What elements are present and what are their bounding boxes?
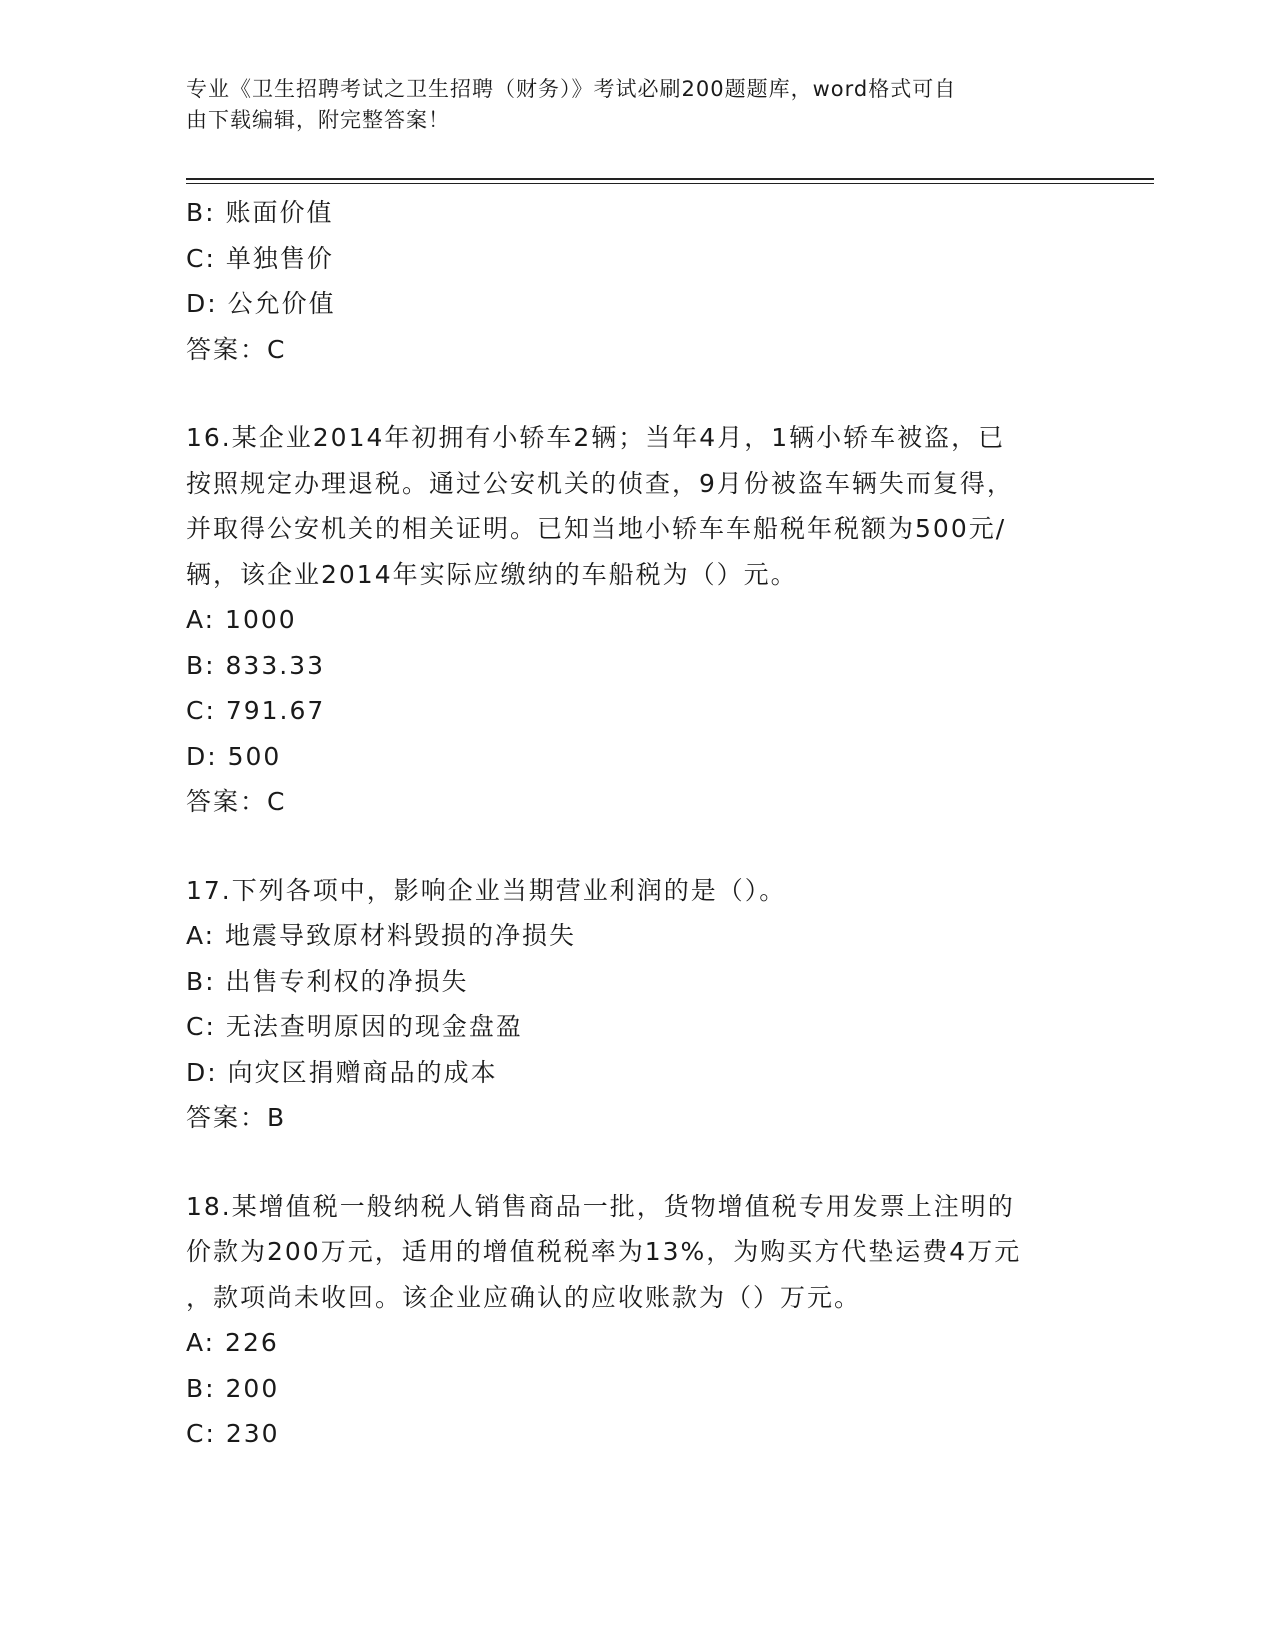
question-text-line: 17.下列各项中，影响企业当期营业利润的是（）。 xyxy=(186,875,787,905)
question-text-line: 16.某企业2014年初拥有小轿车2辆；当年4月，1辆小轿车被盗，已 xyxy=(186,423,1006,452)
header-line-2: 由下载编辑，附完整答案！ xyxy=(186,108,450,132)
option-b: B: 833.33 xyxy=(186,650,325,680)
question-text-line: ，款项尚未收回。该企业应确认的应收账款为（）万元。 xyxy=(186,1282,862,1312)
option-c: C: 791.67 xyxy=(186,696,326,725)
spacer xyxy=(186,825,1086,868)
option-d: D: 向灾区捐赠商品的成本 xyxy=(186,1057,498,1087)
answer: 答案：C xyxy=(186,787,287,816)
header-line-1: 专业《卫生招聘考试之卫生招聘（财务）》考试必刷200题题库，word格式可自 xyxy=(186,77,957,101)
option-c: C: 无法查明原因的现金盘盈 xyxy=(186,1012,523,1041)
option-d: D: 500 xyxy=(186,741,282,771)
option-c: C: 230 xyxy=(186,1419,280,1448)
answer: 答案：C xyxy=(186,334,287,364)
option-a: A: 地震导致原材料毁损的净损失 xyxy=(186,921,577,950)
question-16 xyxy=(186,415,1086,825)
question-text-line: 并取得公安机关的相关证明。已知当地小轿车车船税年税额为500元/ xyxy=(186,514,1007,543)
spacer xyxy=(186,372,1086,415)
option-b: B: 账面价值 xyxy=(186,198,334,227)
question-18 xyxy=(186,1184,1086,1457)
question-15-remainder xyxy=(186,190,1086,372)
question-17 xyxy=(186,868,1086,1141)
question-text-line: 价款为200万元，适用的增值税税率为13%，为购买方代垫运费4万元 xyxy=(186,1237,1022,1266)
spacer xyxy=(186,1141,1086,1184)
option-a: A: 1000 xyxy=(186,605,297,634)
question-list xyxy=(186,190,1086,1457)
question-text-line: 按照规定办理退税。通过公安机关的侦查，9月份被盗车辆失而复得， xyxy=(186,468,1014,498)
header-divider-thick xyxy=(186,178,1154,180)
option-b: B: 出售专利权的净损失 xyxy=(186,966,469,996)
header-divider-thin xyxy=(186,183,1154,184)
question-text-line: 辆，该企业2014年实际应缴纳的车船税为（）元。 xyxy=(186,559,798,589)
option-c: C: 单独售价 xyxy=(186,243,334,273)
option-d: D: 公允价值 xyxy=(186,289,336,318)
option-b: B: 200 xyxy=(186,1373,280,1403)
document-header xyxy=(186,74,1066,136)
option-a: A: 226 xyxy=(186,1328,279,1357)
question-text-line: 18.某增值税一般纳税人销售商品一批，货物增值税专用发票上注明的 xyxy=(186,1191,1015,1221)
answer: 答案：B xyxy=(186,1103,287,1132)
